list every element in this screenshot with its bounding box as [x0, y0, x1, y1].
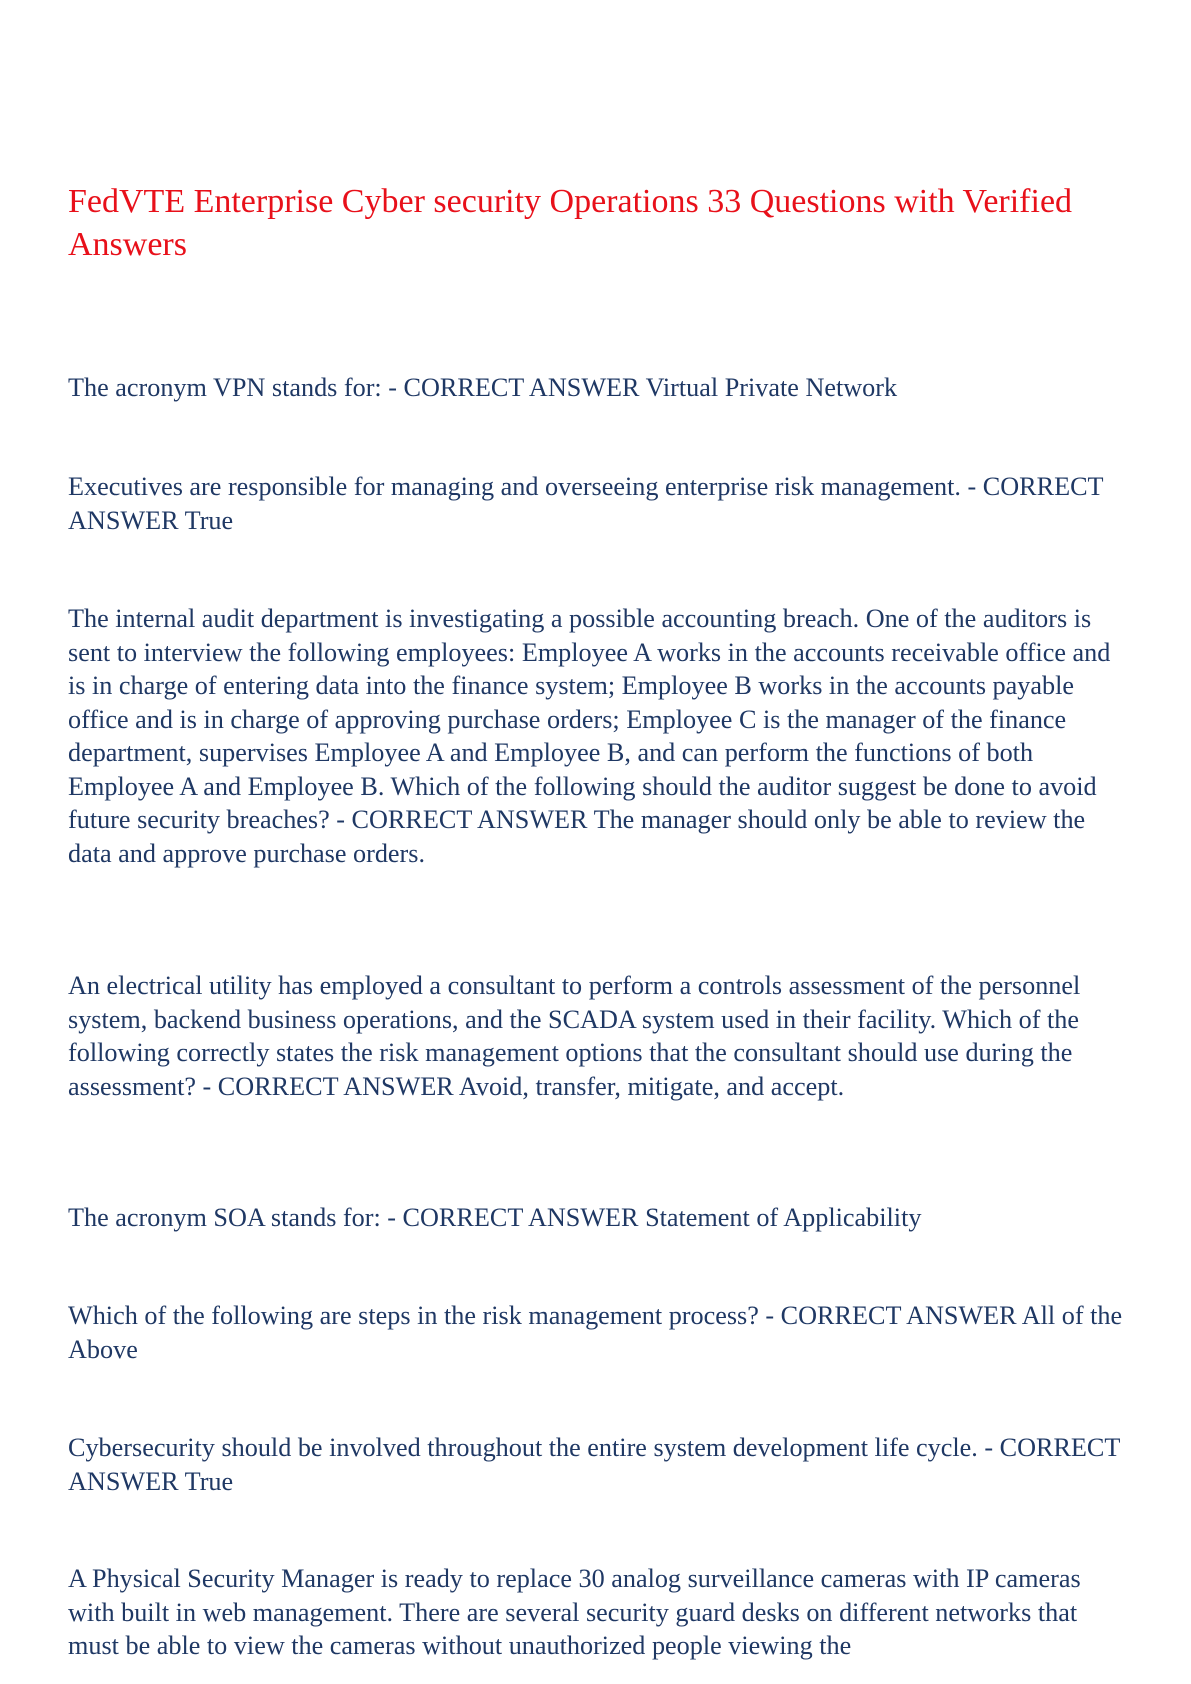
question-answer-item: A Physical Security Manager is ready to replace 30 analog surveillance cameras with IP cameras with built in web management. There are several security guard desks on different networks that must be able to view the cameras without unauthorized people viewing the [68, 1564, 1081, 1660]
question-answer-item: An electrical utility has employed a consultant to perform a controls assessment of the personnel system, backend business operations, and the SCADA system used in their facility. Which of the following correctly states the risk management options that the consultant should use during the assessment? - CORRECT ANSWER Avoid, transfer, mitigate, and accept. [68, 971, 1081, 1101]
question-answer-item: Which of the following are steps in the risk management process? - CORRECT ANSWER All of the Above [68, 1301, 1123, 1364]
question-answer-item: The acronym SOA stands for: - CORRECT ANSWER Statement of Applicability [68, 1203, 922, 1232]
document-title: FedVTE Enterprise Cyber security Operations 33 Questions with Verified Answers [68, 183, 1073, 263]
question-answer-item: The acronym VPN stands for: - CORRECT ANSWER Virtual Private Network [68, 373, 898, 402]
question-answer-item: Executives are responsible for managing and overseeing enterprise risk management. - CORRECT ANSWER True [68, 472, 1104, 535]
question-answer-item: The internal audit department is investigating a possible accounting breach. One of the auditors is sent to interview the following employees: Employee A works in the accounts receivable office and is in charge of entering data into the finance system; Employee B works in the accounts payable office and is in charge of approving purchase orders; Employee C is the manager of the finance department, supervises Employee A and Employee B, and can perform the functions of both Employee A and Employee B. Which of the following should the auditor suggest be done to avoid future security breaches? - CORRECT ANSWER The manager should only be able to review the data and approve purchase orders. [68, 604, 1111, 868]
question-answer-item: Cybersecurity should be involved throughout the entire system development life cycle. - CORRECT ANSWER True [68, 1433, 1120, 1496]
